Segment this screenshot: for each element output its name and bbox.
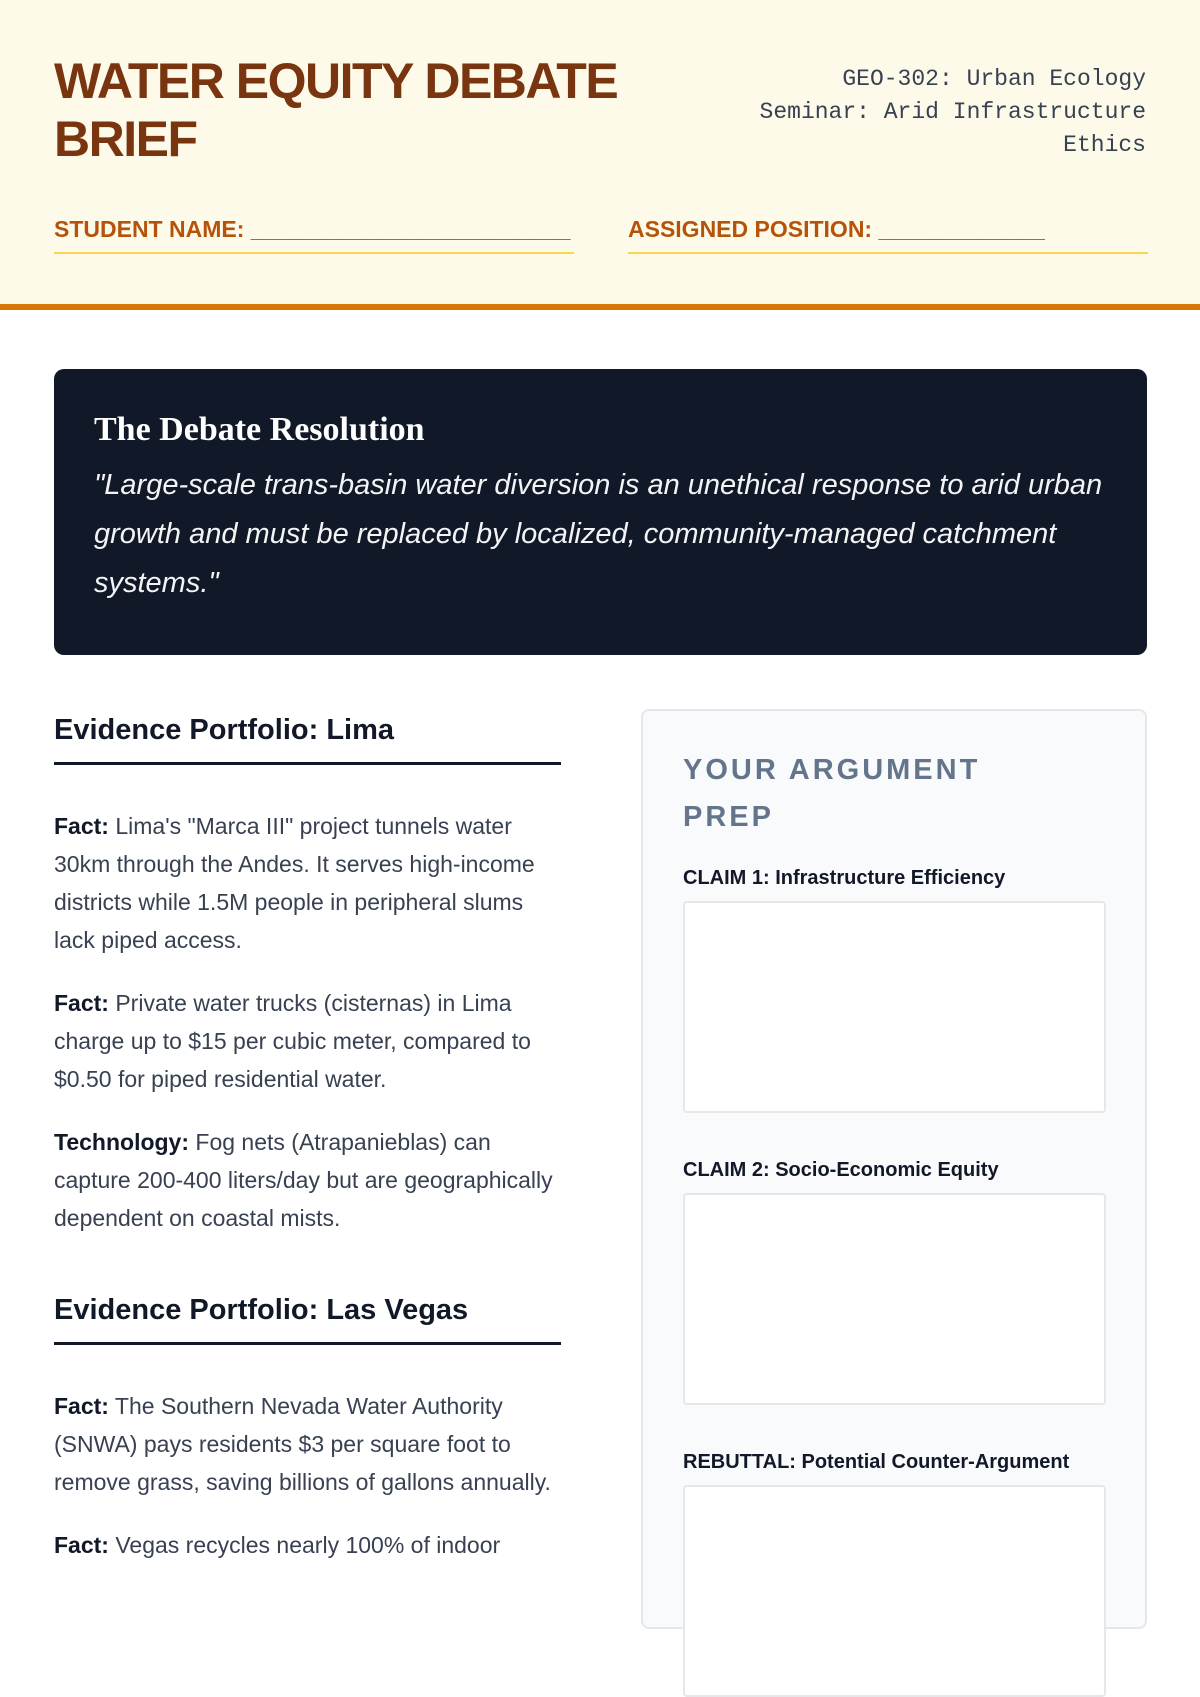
evidence-item: [54, 1123, 561, 1237]
evidence-label: Fact:: [54, 1532, 109, 1558]
argument-prep-title: YOUR ARGUMENT PREP: [683, 754, 981, 833]
evidence-label: Fact:: [54, 813, 109, 839]
evidence-label: Technology:: [54, 1129, 190, 1155]
evidence-item: [54, 984, 561, 1098]
rebuttal-label: REBUTTAL: Potential Counter-Argument: [683, 1451, 1070, 1473]
rebuttal-input[interactable]: [683, 1485, 1106, 1697]
evidence-text: The Southern Nevada Water Authority (SNWA) pays residents $3 per square foot to remove grass, saving billions of gallons annually.: [54, 1393, 551, 1495]
claim-2-label: CLAIM 2: Socio-Economic Equity: [683, 1159, 999, 1181]
debate-resolution-card: [54, 369, 1147, 655]
resolution-heading: The Debate Resolution: [94, 411, 425, 448]
claim-1-label: CLAIM 1: Infrastructure Efficiency: [683, 867, 1006, 889]
evidence-text: Private water trucks (cisternas) in Lima charge up to $15 per cubic meter, compared to $0.50 for piped residential water.: [54, 990, 531, 1092]
resolution-text: "Large-scale trans-basin water diversion is an unethical response to arid urban growth and must be replaced by localized, community-managed catchment systems.": [94, 469, 1103, 599]
portfolio-title: Evidence Portfolio: Las Vegas: [54, 1290, 561, 1345]
claim-1-input[interactable]: [683, 901, 1106, 1113]
course-info: [686, 63, 1146, 162]
evidence-item: [54, 807, 561, 959]
evidence-text: Fog nets (Atrapanieblas) can capture 200-400 liters/day but are geographically dependent on coastal mists.: [54, 1129, 553, 1231]
student-name-field[interactable]: STUDENT NAME: _________________________: [54, 208, 574, 254]
evidence-portfolio-las-vegas: [54, 1290, 561, 1564]
course-line: Ethics: [1063, 132, 1146, 158]
evidence-item: [54, 1387, 561, 1501]
evidence-portfolio-lima: [54, 710, 561, 1237]
evidence-item: [54, 1526, 561, 1564]
assigned-position-field[interactable]: ASSIGNED POSITION: _____________: [628, 208, 1148, 254]
document-title: WATER EQUITY DEBATE BRIEF: [54, 53, 618, 167]
evidence-label: Fact:: [54, 1393, 109, 1419]
evidence-column: [54, 710, 561, 1589]
course-line: GEO-302: Urban Ecology: [842, 66, 1146, 92]
evidence-text: Vegas recycles nearly 100% of indoor: [108, 1532, 501, 1558]
course-line: Seminar: Arid Infrastructure: [759, 99, 1146, 125]
evidence-label: Fact:: [54, 990, 109, 1016]
claim-2-input[interactable]: [683, 1193, 1106, 1405]
evidence-text: Lima's "Marca III" project tunnels water 30km through the Andes. It serves high-income districts while 1.5M people in peripheral slums lack piped access.: [54, 813, 535, 953]
page-header: [0, 0, 1200, 310]
portfolio-title: Evidence Portfolio: Lima: [54, 710, 561, 765]
argument-prep-panel: [641, 709, 1147, 1629]
